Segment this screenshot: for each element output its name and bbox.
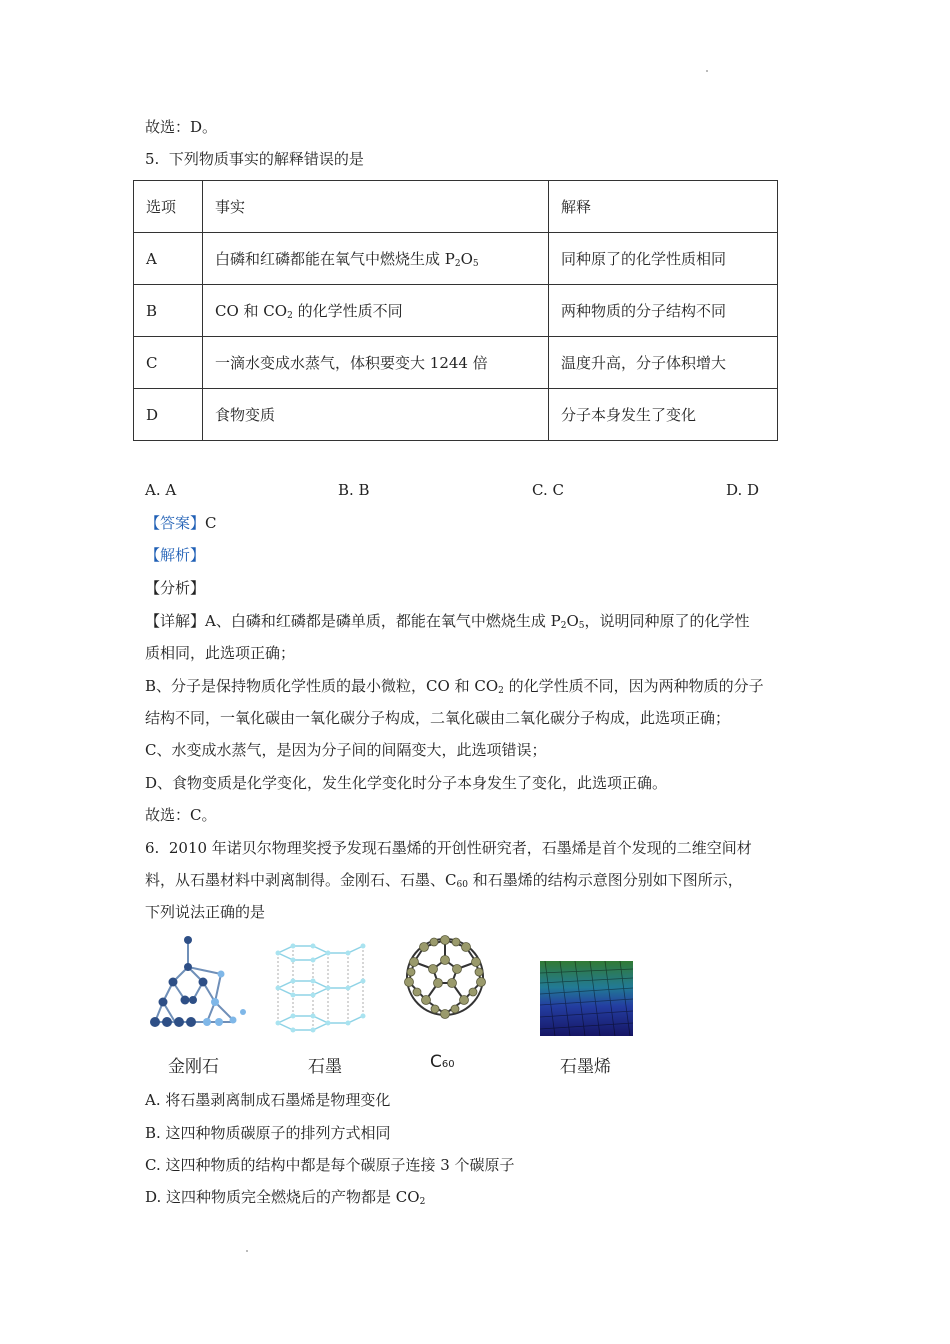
graphene-structure-image (540, 961, 633, 1036)
diamond-label: 金刚石 (168, 1057, 219, 1077)
q6-option-b[interactable]: B. 这四种物质碳原子的排列方式相同 (145, 1124, 391, 1142)
table-row (134, 389, 778, 441)
q6-option-d[interactable]: D. 这四种物质完全燃烧后的产物都是 $CO_2$ (145, 1188, 426, 1207)
q5-option-d[interactable]: D. D (726, 481, 760, 499)
answer-value: C (205, 514, 217, 532)
c60-label: C60 (430, 1052, 455, 1072)
q6-stem-line2: 料，从石墨材料中剥离制得。金刚石、石墨、$C_{60}$ 和石墨烯的结构示意图分别如下图所示， (145, 871, 743, 890)
q6-option-c[interactable]: C. 这四种物质的结构中都是每个碳原子连接 3 个碳原子 (145, 1156, 515, 1174)
header-fact: 事实 (203, 181, 549, 233)
q5-table (133, 180, 778, 441)
detail-tag: 【详解】 (145, 612, 206, 630)
detail-b-line2: 结构不同，一氧化碳由一氧化碳分子构成，二氧化碳由二氧化碳分子构成，此选项正确； (145, 709, 731, 727)
header-option: 选项 (134, 181, 203, 233)
scan-dot (246, 1250, 248, 1252)
detail-b-line1: B、分子是保持物质化学性质的最小微粒，CO 和 $CO_2$ 的化学性质不同，因为两种物质的分子 (145, 677, 764, 696)
table-row (134, 285, 778, 337)
q5-option-a[interactable]: A. A (145, 481, 177, 499)
q5-stem-text: 下列物质事实的解释错误的是 (168, 150, 364, 168)
row-explain: 两种物质的分子结构不同 (549, 285, 778, 337)
detail-a-line1: 【详解】A、白磷和红磷都是磷单质，都能在氧气中燃烧生成 $P_2O_5$，说明同种原了的化学性 (145, 612, 750, 631)
detail-d-line: D、食物变质是化学变化，发生化学变化时分子本身发生了变化，此选项正确。 (145, 774, 668, 792)
table-row (134, 337, 778, 389)
row-fact: 白磷和红磷都能在氧气中燃烧生成 $P_2O_5$ (203, 233, 549, 285)
header-explain: 解释 (549, 181, 778, 233)
row-option: B (134, 285, 203, 337)
graphite-structure-image (273, 943, 368, 1033)
graphite-label: 石墨 (308, 1057, 342, 1077)
q6-option-a[interactable]: A. 将石墨剥离制成石墨烯是物理变化 (145, 1091, 391, 1109)
diamond-structure-image (143, 932, 248, 1032)
fenxi-tag: 【分析】 (145, 579, 206, 597)
graphene-label: 石墨烯 (560, 1057, 611, 1077)
answer-line (145, 513, 217, 533)
q5-stem (145, 149, 364, 169)
row-option: C (134, 337, 203, 389)
q6-number: 6. (145, 839, 160, 857)
q6-stem-line3: 下列说法正确的是 (145, 903, 266, 921)
previous-conclusion: 故选：D。 (145, 118, 218, 136)
row-explain: 分子本身发生了变化 (549, 389, 778, 441)
analysis-tag: 【解析】 (145, 546, 206, 564)
row-fact: 食物变质 (203, 389, 549, 441)
row-option: D (134, 389, 203, 441)
c60-structure-image (400, 930, 490, 1025)
row-option: A (134, 233, 203, 285)
detail-a-line2: 质相同，此选项正确； (145, 644, 296, 662)
row-explain: 同种原了的化学性质相同 (549, 233, 778, 285)
table-header-row (134, 181, 778, 233)
row-fact: 一滴水变成水蒸气，体积要变大 1244 倍 (203, 337, 549, 389)
scan-dot (706, 70, 708, 72)
table-row (134, 233, 778, 285)
row-explain: 温度升高，分子体积增大 (549, 337, 778, 389)
detail-c-line: C、水变成水蒸气，是因为分子间的间隔变大，此选项错误； (145, 741, 547, 759)
q6-stem-line1: 6. 2010 年诺贝尔物理奖授予发现石墨烯的开创性研究者，石墨烯是首个发现的二维空间材 (145, 839, 752, 857)
q5-conclusion: 故选：C。 (145, 806, 217, 824)
q5-number: 5. (145, 150, 160, 168)
row-fact: CO 和 $CO_2$ 的化学性质不同 (203, 285, 549, 337)
q5-option-c[interactable]: C. C (532, 481, 564, 499)
answer-tag: 【答案】 (145, 514, 206, 532)
q5-option-b[interactable]: B. B (338, 481, 370, 499)
